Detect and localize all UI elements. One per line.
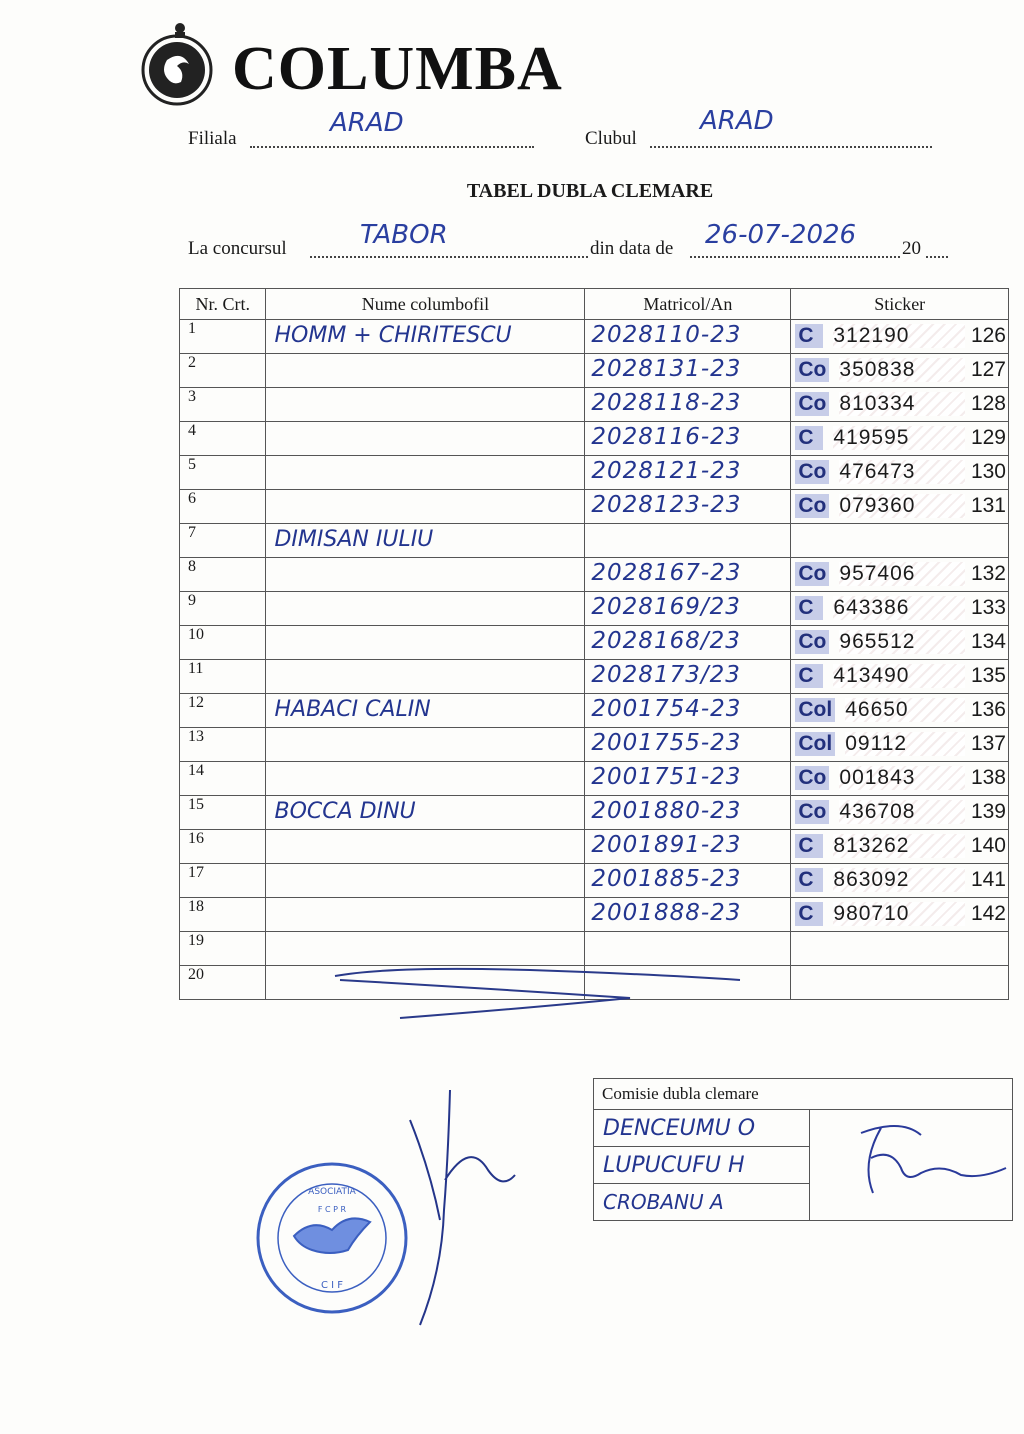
sticker-seq: 140	[970, 834, 1006, 857]
col-matricol-header: Matricol/An	[585, 289, 791, 320]
sticker-label	[795, 595, 1006, 621]
sticker-prefix: C	[795, 834, 823, 858]
filiala-value: ARAD	[330, 108, 404, 138]
matricol-value: 2028169/23	[591, 594, 741, 620]
matricol-cell	[585, 796, 791, 830]
sticker-label	[795, 867, 1006, 893]
sticker-code: 643386	[833, 596, 965, 620]
row-number: 14	[180, 762, 266, 796]
table-row	[180, 422, 1009, 456]
fancier-name-cell	[266, 524, 585, 558]
sticker-code: 312190	[833, 324, 965, 348]
clubul-label: Clubul	[585, 128, 637, 149]
fancier-name-cell	[266, 728, 585, 762]
fancier-name-cell	[266, 898, 585, 932]
fancier-name: DIMISAN IULIU	[274, 527, 434, 552]
stamp-text-mid: F C P R	[317, 1205, 347, 1214]
commission-signature-cell	[810, 1110, 1013, 1221]
sticker-seq: 136	[970, 698, 1006, 721]
sticker-code: 957406	[839, 562, 965, 586]
row-number: 18	[180, 898, 266, 932]
year-suffix: 20	[902, 238, 921, 259]
row-number: 5	[180, 456, 266, 490]
date-label: din data de	[590, 238, 674, 259]
sticker-cell	[791, 592, 1009, 626]
sticker-label	[795, 561, 1006, 587]
sticker-seq: 133	[970, 596, 1006, 619]
sticker-prefix: C	[795, 664, 823, 688]
sticker-prefix: C	[795, 426, 823, 450]
col-name-header: Nume columbofil	[266, 289, 585, 320]
sticker-seq: 135	[970, 664, 1006, 687]
sticker-prefix: Co	[795, 562, 829, 586]
sticker-label	[795, 765, 1006, 791]
sticker-code: 001843	[839, 766, 965, 790]
table-row	[180, 558, 1009, 592]
table-row	[180, 660, 1009, 694]
sticker-code: 813262	[833, 834, 965, 858]
sticker-seq: 139	[970, 800, 1006, 823]
clubul-line	[650, 146, 932, 148]
matricol-cell	[585, 456, 791, 490]
sticker-prefix: Co	[795, 494, 829, 518]
fancier-name: HABACI CALIN	[274, 697, 431, 722]
sticker-cell	[791, 728, 1009, 762]
matricol-cell	[585, 558, 791, 592]
matricol-value: 2028121-23	[591, 458, 742, 484]
clubul-value: ARAD	[700, 106, 774, 136]
matricol-value: 2001751-23	[591, 764, 742, 790]
sticker-cell	[791, 422, 1009, 456]
sticker-label	[795, 425, 1006, 451]
matricol-cell	[585, 694, 791, 728]
sticker-code: 350838	[839, 358, 965, 382]
matricol-cell	[585, 898, 791, 932]
sticker-seq: 137	[970, 732, 1006, 755]
matricol-cell	[585, 762, 791, 796]
row-number: 2	[180, 354, 266, 388]
concurs-value: TABOR	[360, 220, 448, 250]
sticker-cell	[791, 796, 1009, 830]
signature-icon	[390, 1080, 530, 1330]
sticker-seq: 134	[970, 630, 1006, 653]
sticker-prefix: C	[795, 868, 823, 892]
fancier-name: HOMM + CHIRITESCU	[274, 323, 512, 348]
date-value: 26-07-2026	[705, 220, 857, 250]
table-row	[180, 524, 1009, 558]
fancier-name-cell	[266, 354, 585, 388]
cancel-stroke	[330, 958, 750, 1028]
fancier-name: BOCCA DINU	[274, 799, 416, 824]
sticker-seq: 142	[970, 902, 1006, 925]
matricol-value: 2001891-23	[591, 832, 742, 858]
table-row	[180, 490, 1009, 524]
columba-logo-icon	[137, 20, 217, 106]
sticker-code: 863092	[833, 868, 965, 892]
sticker-cell	[791, 354, 1009, 388]
fancier-name-cell	[266, 490, 585, 524]
brand-name: COLUMBA	[232, 35, 563, 103]
table-row	[180, 592, 1009, 626]
matricol-cell	[585, 728, 791, 762]
sticker-cell	[791, 932, 1009, 966]
row-number: 1	[180, 320, 266, 354]
row-number: 17	[180, 864, 266, 898]
date-line	[690, 256, 900, 258]
sticker-label	[795, 833, 1006, 859]
filiala-label: Filiala	[188, 128, 237, 149]
sticker-cell	[791, 626, 1009, 660]
matricol-cell	[585, 320, 791, 354]
commission-member: LUPUCUFU H	[594, 1147, 810, 1184]
matricol-value: 2028173/23	[591, 662, 741, 688]
table-row	[180, 388, 1009, 422]
matricol-value: 2028118-23	[591, 390, 742, 416]
sticker-label	[795, 459, 1006, 485]
matricol-cell	[585, 388, 791, 422]
commission-member: CROBANU A	[594, 1184, 810, 1221]
col-sticker-header: Sticker	[791, 289, 1009, 320]
row-number: 9	[180, 592, 266, 626]
sticker-seq: 126	[970, 324, 1006, 347]
commission-table	[593, 1078, 1013, 1221]
sticker-cell	[791, 898, 1009, 932]
sticker-cell	[791, 966, 1009, 1000]
association-stamp-icon	[252, 1158, 412, 1318]
matricol-cell	[585, 354, 791, 388]
sticker-code: 810334	[839, 392, 965, 416]
sticker-prefix: Co	[795, 358, 829, 382]
matricol-cell	[585, 422, 791, 456]
commission-member: DENCEUMU O	[594, 1110, 810, 1147]
sticker-seq: 127	[970, 358, 1006, 381]
fancier-name-cell	[266, 388, 585, 422]
sticker-prefix: C	[795, 902, 823, 926]
matricol-cell	[585, 864, 791, 898]
matricol-value: 2028131-23	[591, 356, 742, 382]
table-row	[180, 626, 1009, 660]
matricol-value: 2001754-23	[591, 696, 742, 722]
year-line	[926, 256, 948, 258]
sticker-code: 079360	[839, 494, 965, 518]
sticker-seq: 130	[970, 460, 1006, 483]
matricol-value: 2001888-23	[591, 900, 742, 926]
sticker-cell	[791, 388, 1009, 422]
table-body	[180, 320, 1009, 1000]
matricol-value: 2028123-23	[591, 492, 742, 518]
row-number: 11	[180, 660, 266, 694]
sticker-code: 965512	[839, 630, 965, 654]
matricol-cell	[585, 592, 791, 626]
row-number: 10	[180, 626, 266, 660]
fancier-name-cell	[266, 422, 585, 456]
row-number: 4	[180, 422, 266, 456]
sticker-cell	[791, 694, 1009, 728]
commission-title: Comisie dubla clemare	[594, 1079, 1013, 1110]
filiala-line	[250, 146, 534, 148]
row-number: 16	[180, 830, 266, 864]
matricol-value: 2028168/23	[591, 628, 741, 654]
sticker-label	[795, 901, 1006, 927]
sticker-cell	[791, 456, 1009, 490]
fancier-name-cell	[266, 626, 585, 660]
table-row	[180, 728, 1009, 762]
fancier-name-cell	[266, 762, 585, 796]
table-row	[180, 320, 1009, 354]
fancier-name-cell	[266, 558, 585, 592]
row-number: 13	[180, 728, 266, 762]
sticker-label	[795, 391, 1006, 417]
sticker-prefix: C	[795, 596, 823, 620]
matricol-value: 2001755-23	[591, 730, 742, 756]
fancier-name-cell	[266, 796, 585, 830]
matricol-value: 2001880-23	[591, 798, 742, 824]
sticker-cell	[791, 320, 1009, 354]
sticker-label	[795, 799, 1006, 825]
sticker-prefix: C	[795, 324, 823, 348]
sticker-prefix: Co	[795, 392, 829, 416]
sticker-seq: 128	[970, 392, 1006, 415]
clemare-table	[179, 288, 1009, 1000]
row-number: 19	[180, 932, 266, 966]
table-row	[180, 830, 1009, 864]
sticker-code: 436708	[839, 800, 965, 824]
row-number: 6	[180, 490, 266, 524]
sticker-cell	[791, 864, 1009, 898]
sticker-seq: 138	[970, 766, 1006, 789]
matricol-cell	[585, 626, 791, 660]
sticker-seq: 131	[970, 494, 1006, 517]
matricol-value: 2028167-23	[591, 560, 742, 586]
matricol-value: 2028116-23	[591, 424, 742, 450]
row-number: 3	[180, 388, 266, 422]
table-row	[180, 354, 1009, 388]
sticker-label	[795, 629, 1006, 655]
stamp-text-top: ASOCIATIA	[308, 1187, 356, 1197]
sticker-cell	[791, 490, 1009, 524]
sticker-label	[795, 731, 1006, 757]
sticker-cell	[791, 558, 1009, 592]
row-number: 7	[180, 524, 266, 558]
row-number: 20	[180, 966, 266, 1000]
table-row	[180, 456, 1009, 490]
sticker-label	[795, 357, 1006, 383]
sticker-code: 09112	[845, 732, 965, 756]
sticker-code: 419595	[833, 426, 965, 450]
matricol-cell	[585, 660, 791, 694]
commission-signature-icon	[811, 1113, 1011, 1213]
fancier-name-cell	[266, 456, 585, 490]
sticker-cell	[791, 660, 1009, 694]
stamp-text-bottom: C I F	[320, 1280, 344, 1291]
sticker-prefix: Co	[795, 800, 829, 824]
fancier-name-cell	[266, 320, 585, 354]
sticker-prefix: Co	[795, 460, 829, 484]
sticker-label	[795, 697, 1006, 723]
matricol-cell	[585, 830, 791, 864]
matricol-cell	[585, 490, 791, 524]
fancier-name-cell	[266, 864, 585, 898]
sticker-seq: 129	[970, 426, 1006, 449]
sticker-prefix: Col	[795, 732, 835, 756]
fancier-name-cell	[266, 694, 585, 728]
table-row	[180, 762, 1009, 796]
sticker-label	[795, 493, 1006, 519]
sticker-label	[795, 663, 1006, 689]
sticker-cell	[791, 762, 1009, 796]
fancier-name-cell	[266, 660, 585, 694]
table-row	[180, 898, 1009, 932]
sticker-seq: 132	[970, 562, 1006, 585]
table-row	[180, 694, 1009, 728]
sticker-prefix: Co	[795, 630, 829, 654]
sticker-seq: 141	[970, 868, 1006, 891]
matricol-cell	[585, 524, 791, 558]
sticker-code: 413490	[833, 664, 965, 688]
table-row	[180, 864, 1009, 898]
col-nr-header: Nr. Crt.	[180, 289, 266, 320]
sticker-cell	[791, 524, 1009, 558]
table-row	[180, 796, 1009, 830]
row-number: 12	[180, 694, 266, 728]
fancier-name-cell	[266, 592, 585, 626]
concurs-label: La concursul	[188, 238, 287, 259]
matricol-value: 2028110-23	[591, 322, 742, 348]
sticker-label	[795, 323, 1006, 349]
sticker-code: 980710	[833, 902, 965, 926]
fancier-name-cell	[266, 830, 585, 864]
document-title: TABEL DUBLA CLEMARE	[466, 180, 714, 202]
table-header-row	[180, 289, 1009, 320]
row-number: 15	[180, 796, 266, 830]
matricol-value: 2001885-23	[591, 866, 742, 892]
sticker-prefix: Co	[795, 766, 829, 790]
row-number: 8	[180, 558, 266, 592]
concurs-line	[310, 256, 588, 258]
sticker-cell	[791, 830, 1009, 864]
sticker-code: 46650	[845, 698, 965, 722]
sticker-code: 476473	[839, 460, 965, 484]
sticker-prefix: Col	[795, 698, 835, 722]
